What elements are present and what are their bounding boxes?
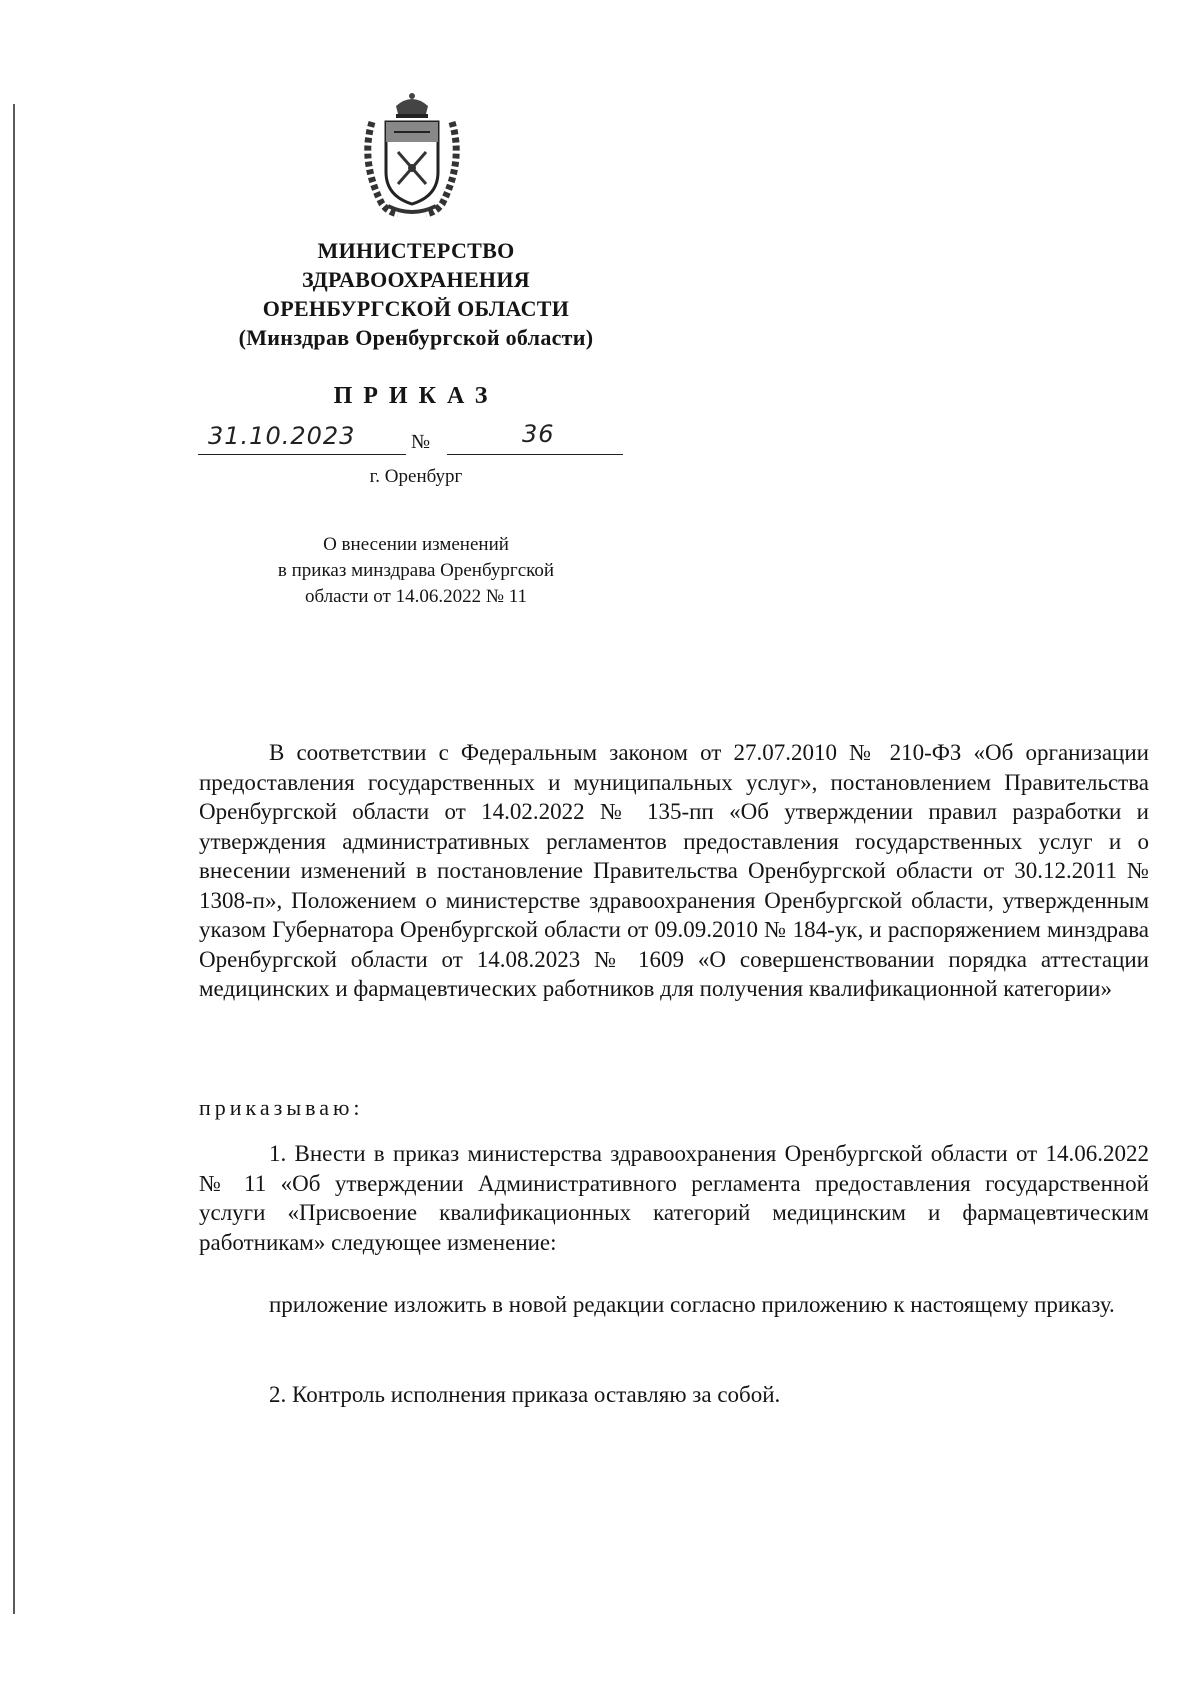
handwritten-date: 31.10.2023 (208, 422, 356, 450)
item-1-text: 1. Внести в приказ министерства здравоохранения Оренбургской области от 14.06.2022 № 11 «Об утверждении Административного регламента предоставления государственной услуги «Присвоение квалификационных категорий медицинским и фармацевтическим работникам» следующее изменение: (199, 1141, 1149, 1255)
item-1-paragraph (199, 1139, 1149, 1257)
preamble-text: В соответствии с Федеральным законом от 27.07.2010 № 210-ФЗ «Об организации предоставления государственных и муниципальных услуг», постановлением Правительства Оренбургской области от 14.02.2022 № 135-пп «Об утверждении правил разработки и утверждения административных регламентов предоставления государственных услуг и о внесении изменений в постановление Правительства Оренбургской области от 30.12.2011 № 1308-п», Положением о министерстве здравоохранения Оренбургской области, утвержденным указом Губернатора Оренбургской области от 09.09.2010 № 184-ук, и распоряжением минздрава Оренбургской области от 14.08.2023 № 1609 «О совершенствовании порядка аттестации медицинских и фармацевтических работников для получения квалификационной категории» (199, 740, 1149, 1001)
decree-word: приказываю: (199, 1095, 364, 1120)
subject-block (186, 532, 646, 610)
preamble-paragraph (199, 738, 1149, 1004)
subject-line2: в приказ минздрава Оренбургской (277, 560, 555, 581)
subject-line3: области от 14.06.2022 № 11 (305, 586, 527, 607)
subject-line1: О внесении изменений (323, 534, 509, 555)
org-short-name: (Минздрав Оренбургской области) (238, 325, 594, 350)
date-underline (198, 454, 406, 455)
document-type-title: ПРИКАЗ (333, 383, 499, 409)
number-underline (447, 454, 623, 455)
date-number-line (198, 422, 628, 456)
coat-of-arms-icon (358, 92, 466, 220)
item-2-text: 2. Контроль исполнения приказа оставляю за собой. (269, 1382, 781, 1407)
item-1-change-text: приложение изложить в новой редакции согласно приложению к настоящему приказу. (269, 1292, 1115, 1317)
org-name-line1: МИНИСТЕРСТВО (317, 238, 515, 263)
city-label: г. Оренбург (369, 466, 463, 487)
org-name-line2: ЗДРАВООХРАНЕНИЯ (302, 267, 530, 292)
item-1-change-paragraph (199, 1290, 1149, 1320)
page-edge-line (13, 104, 15, 1614)
handwritten-number: 36 (522, 420, 555, 448)
org-name-line3: ОРЕНБУРГСКОЙ ОБЛАСТИ (262, 296, 570, 321)
org-name-block (186, 236, 646, 352)
item-2-paragraph (199, 1380, 1149, 1410)
number-label: № (411, 431, 431, 453)
